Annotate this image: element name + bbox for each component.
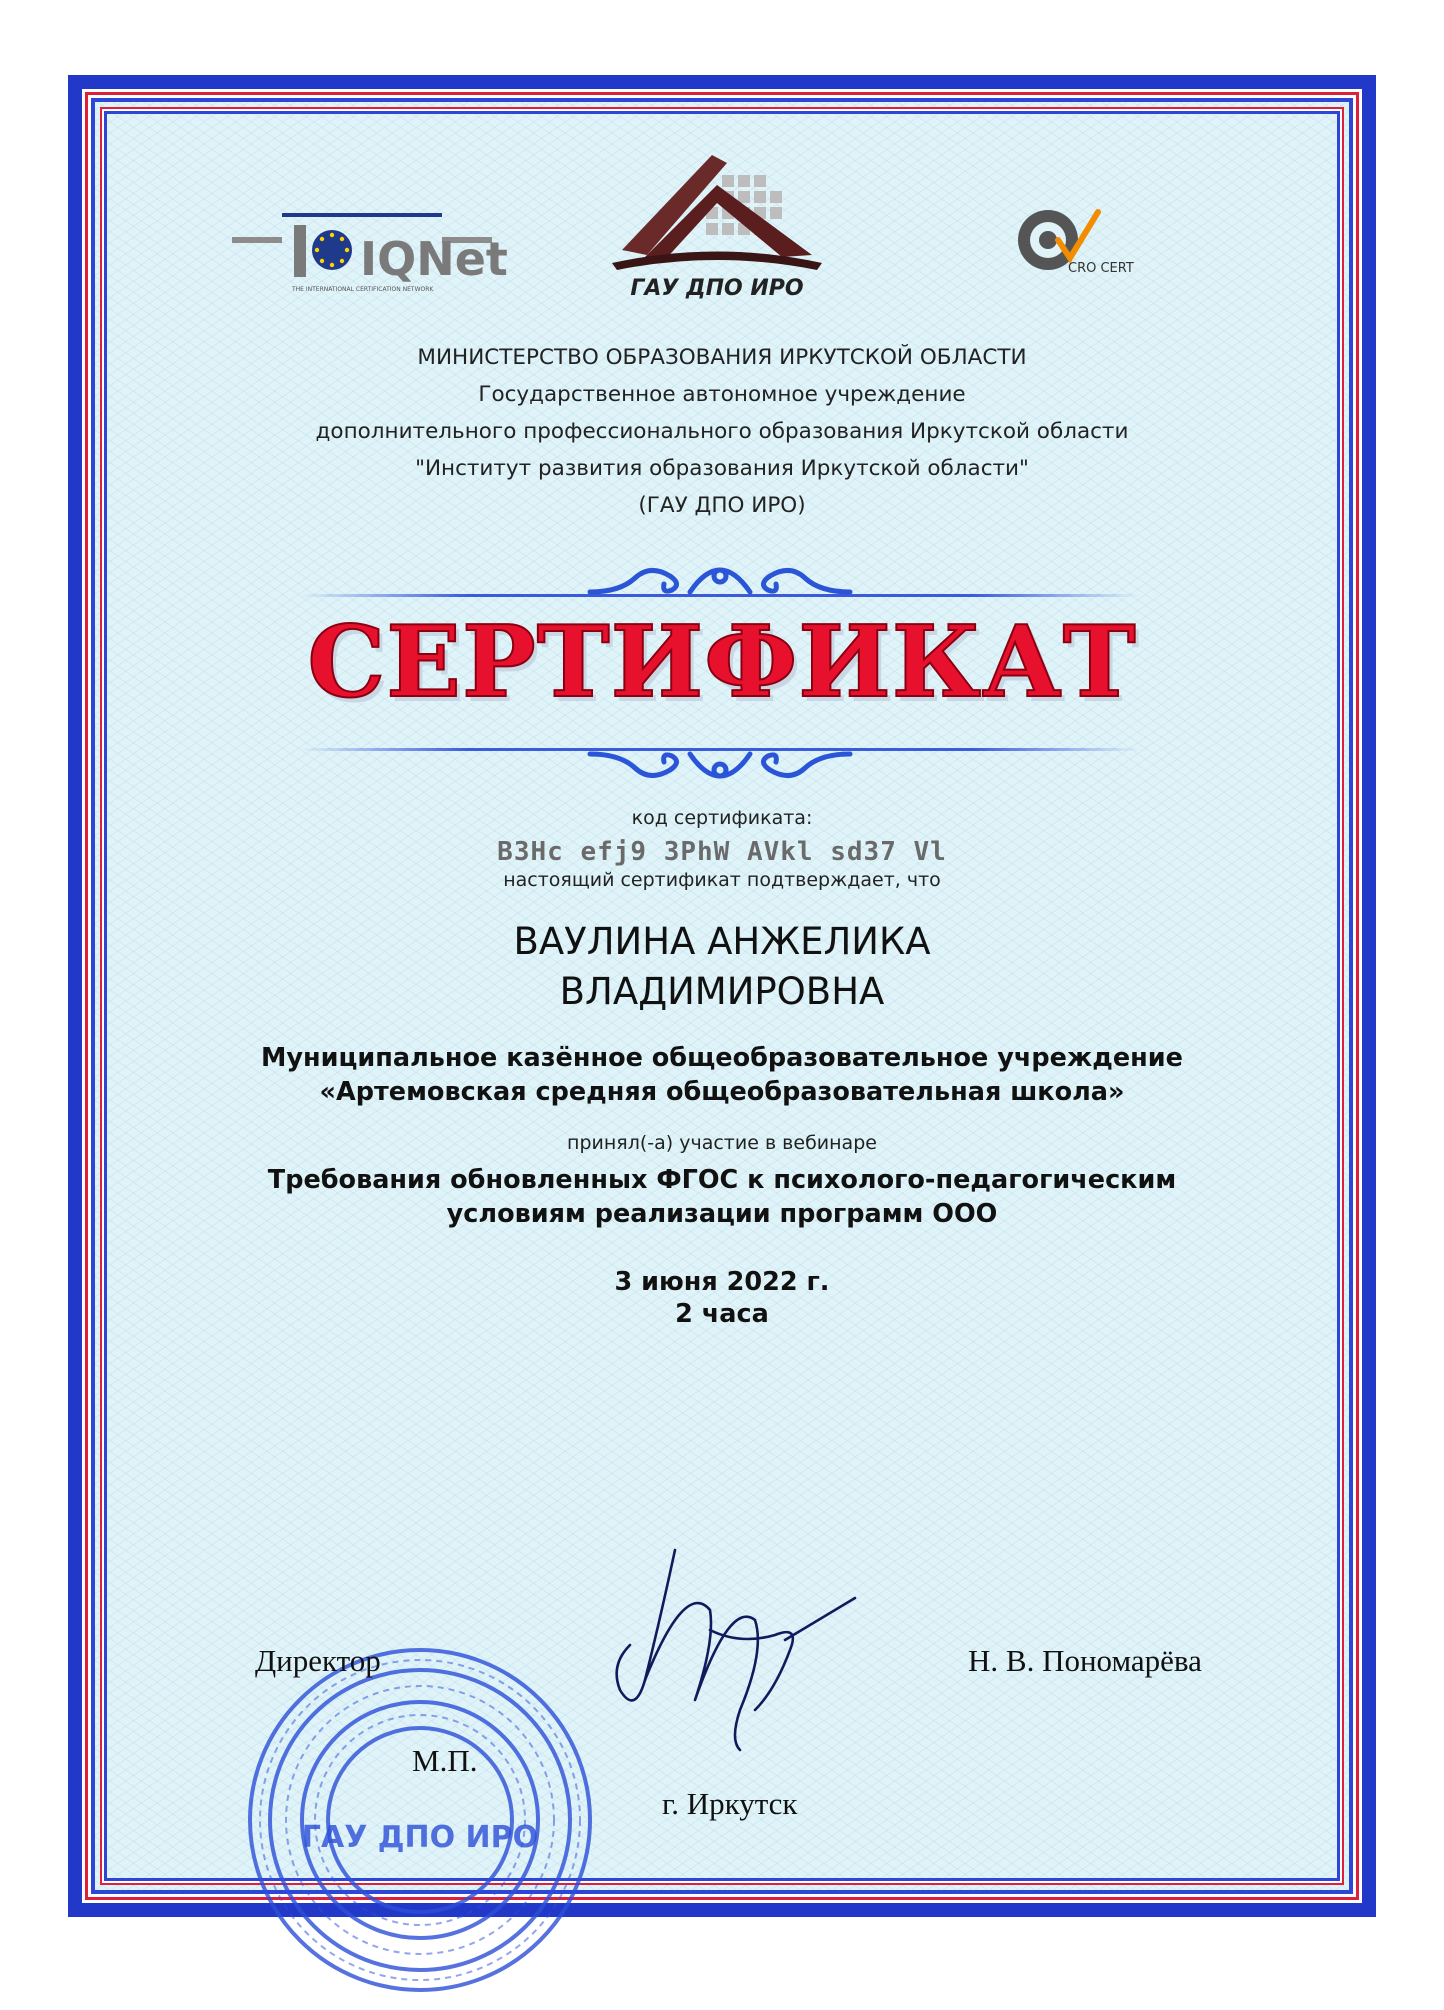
recipient-name-line-1: ВАУЛИНА АНЖЕЛИКА	[513, 920, 931, 963]
header-line-1: МИНИСТЕРСТВО ОБРАЗОВАНИЯ ИРКУТСКОЙ ОБЛАСТИ	[417, 345, 1027, 370]
iqnet-logo	[232, 205, 508, 300]
webinar-title-line-1: Требования обновленных ФГОС к психолого-педагогическим	[267, 1165, 1177, 1195]
certificate-code: B3Hc efj9 3PhW AVkl sd37 Vl	[497, 837, 947, 867]
header-line-5: (ГАУ ДПО ИРО)	[638, 493, 806, 518]
mp-mark: М.П.	[412, 1743, 478, 1778]
signature	[590, 1540, 870, 1780]
participation-text: принял(-а) участие в вебинаре	[567, 1132, 877, 1154]
ornament-top-icon	[580, 548, 860, 604]
header-line-4: "Институт развития образования Иркутской области"	[415, 456, 1029, 481]
ornament-bottom-icon	[580, 742, 860, 798]
iro-logo	[602, 145, 832, 305]
city: г. Иркутск	[662, 1786, 798, 1821]
organization-line-2: «Артемовская средняя общеобразовательная школа»	[319, 1077, 1125, 1107]
signatory-role: Директор	[255, 1643, 381, 1678]
code-label: код сертификата:	[631, 807, 813, 829]
crocert-logo-text: CRO CERT	[1068, 261, 1134, 276]
signatory-name: Н. В. Пономарёва	[968, 1643, 1202, 1678]
organization-line-1: Муниципальное казённое общеобразовательное учреждение	[261, 1043, 1183, 1073]
certificate-title: СЕРТИФИКАТ	[307, 605, 1137, 720]
header-line-3: дополнительного профессионального образования Иркутской области	[315, 419, 1129, 444]
webinar-title-line-2: условиям реализации программ ООО	[446, 1199, 998, 1229]
confirm-text: настоящий сертификат подтверждает, что	[503, 869, 941, 891]
recipient-name-line-2: ВЛАДИМИРОВНА	[559, 970, 885, 1013]
iro-logo-text: ГАУ ДПО ИРО	[630, 276, 804, 301]
event-date: 3 июня 2022 г.	[614, 1267, 830, 1297]
header-line-2: Государственное автономное учреждение	[478, 382, 966, 407]
event-hours: 2 часа	[675, 1299, 769, 1329]
iqnet-caption: THE INTERNATIONAL CERTIFICATION NETWORK	[292, 286, 434, 293]
stamp-text: ГАУ ДПО ИРО	[301, 1820, 539, 1855]
iqnet-logo-text: IQNet	[360, 232, 508, 286]
crocert-logo	[1010, 200, 1190, 280]
